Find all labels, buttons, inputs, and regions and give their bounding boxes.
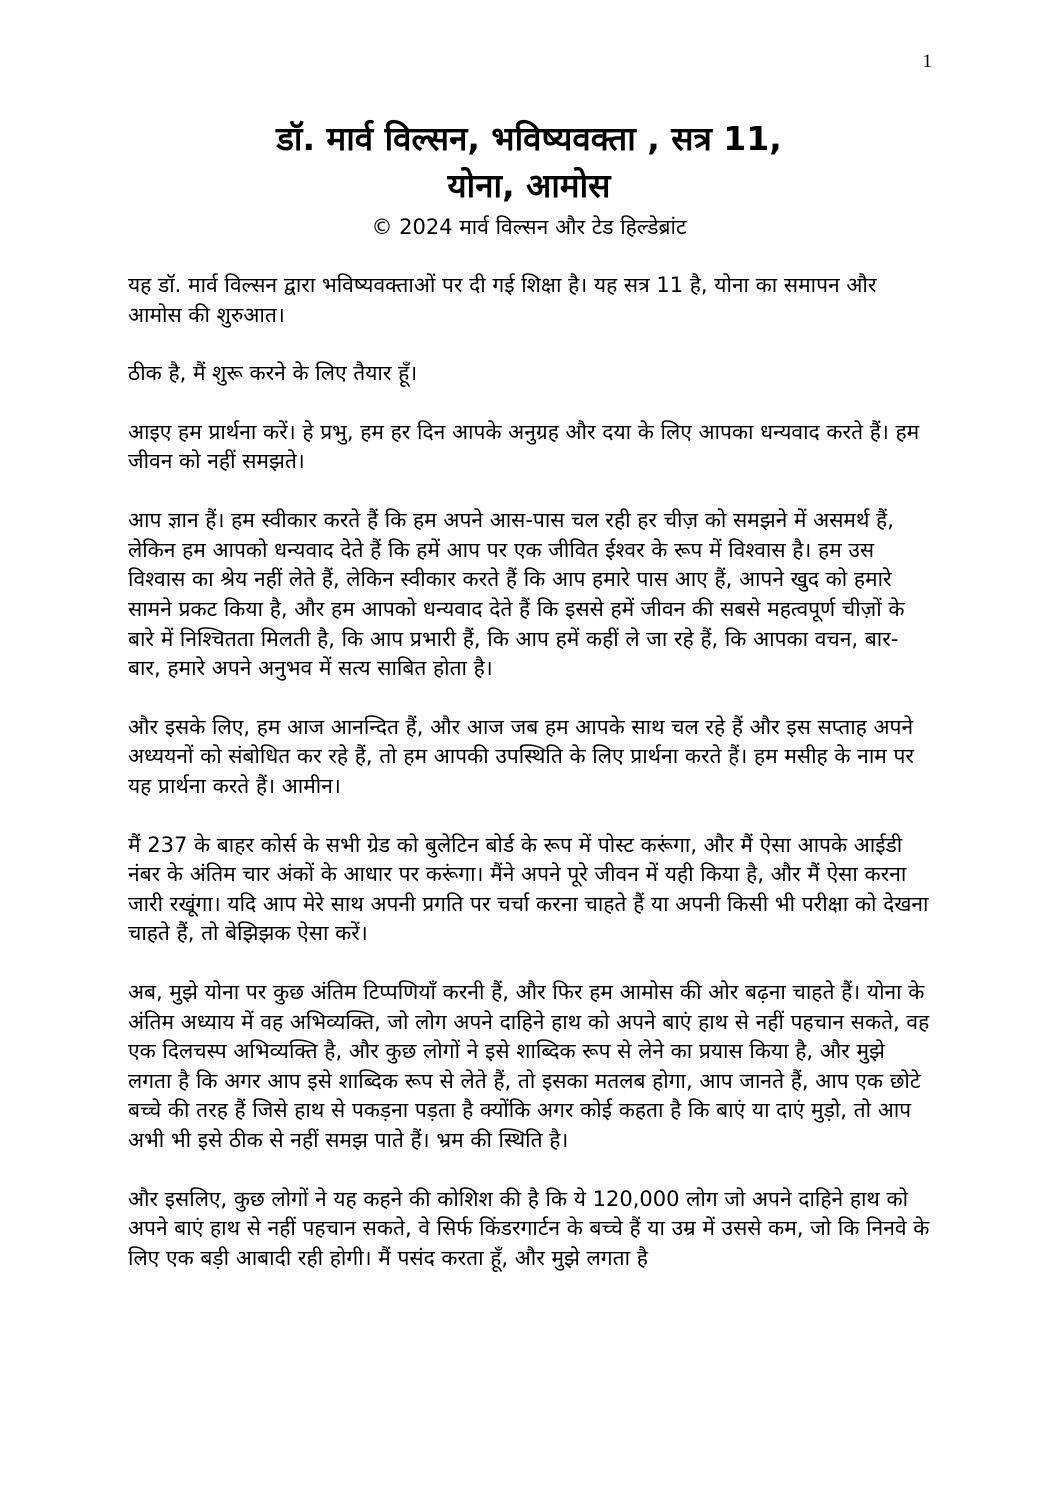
transcript-paragraph: अब, मुझे योना पर कुछ अंतिम टिप्पणियाँ करनी हैं, और फिर हम आमोस की ओर बढ़ना चाहते हैं। योना के अंतिम अध्याय में वह अभिव्यक्ति, जो लोग अपने दाहिने हाथ को अपने बाएं हाथ से नहीं पहचान सकते, वह एक दिलचस्प अभिव्यक्ति है, और कुछ लोगों ने इसे शाब्दिक रूप से लेने का प्रयास किया है, और मुझे लगता है कि अगर आप इसे शाब्दिक रूप से लेते हैं, तो इसका मतलब होगा, आप जानते हैं, आप एक छोटे बच्चे की तरह हैं जिसे हाथ से पकड़ना पड़ता है क्योंकि अगर कोई कहता है कि बाएं या दाएं मुड़ो, तो आप अभी भी इसे ठीक से नहीं समझ पाते हैं। भ्रम की स्थिति है। xyxy=(128,979,930,1153)
transcript-paragraph: मैं 237 के बाहर कोर्स के सभी ग्रेड को बुलेटिन बोर्ड के रूप में पोस्ट करूंगा, और मैं ऐसा आपके आईडी नंबर के अंतिम चार अंकों के आधार पर करूंगा। मैंने अपने पूरे जीवन में यही किया है, और मैं ऐसा करना जारी रखूंगा। यदि आप मेरे साथ अपनी प्रगति पर चर्चा करना चाहते हैं या अपनी किसी भी परीक्षा को देखना चाहते हैं, तो बेझिझक ऐसा करें। xyxy=(128,832,929,946)
transcript-paragraph: और इसके लिए, हम आज आनन्दित हैं, और आज जब हम आपके साथ चल रहे हैं और इस सप्ताह अपने अध्ययनों को संबोधित कर रहे हैं, तो हम आपकी उपस्थिति के लिए प्रार्थना करते हैं। हम मसीह के नाम पर यह प्रार्थना करते हैं। आमीन। xyxy=(128,714,915,798)
title-line-2: योना, आमोस xyxy=(447,165,611,205)
copyright-line: © 2024 मार्व विल्सन और टेड हिल्डेब्रांट xyxy=(371,214,687,239)
title-line-1: डॉ. मार्व विल्सन, भविष्यवक्ता , सत्र 11, xyxy=(276,119,782,158)
transcript-body xyxy=(0,271,1058,1273)
transcript-paragraph: और इसलिए, कुछ लोगों ने यह कहने की कोशिश की है कि ये 120,000 लोग जो अपने दाहिने हाथ को अपने बाएं हाथ से नहीं पहचान सकते, वे सिर्फ किंडरगार्टन के बच्चे हैं या उम्र में उससे कम, जो कि निनवे के लिए एक बड़ी आबादी रही होगी। मैं पसंद करता हूँ, और मुझे लगता है xyxy=(128,1186,930,1270)
document-title xyxy=(0,116,1058,241)
transcript-paragraph: आइए हम प्रार्थना करें। हे प्रभु, हम हर दिन आपके अनुग्रह और दया के लिए आपका धन्यवाद करते हैं। हम जीवन को नहीं समझते। xyxy=(128,419,920,474)
transcript-paragraph: यह डॉ. मार्व विल्सन द्वारा भविष्यवक्ताओं पर दी गई शिक्षा है। यह सत्र 11 है, योना का समापन और आमोस की शुरुआत। xyxy=(128,273,877,327)
page-number: 1 xyxy=(922,51,932,72)
transcript-paragraph: ठीक है, मैं शुरू करने के लिए तैयार हूँ। xyxy=(128,361,418,386)
transcript-paragraph: आप ज्ञान हैं। हम स्वीकार करते हैं कि हम अपने आस-पास चल रही हर चीज़ को समझने में असमर्थ हैं, लेकिन हम आपको धन्यवाद देते हैं कि हमें आप पर एक जीवित ईश्वर के रूप में विश्वास है। हम उस विश्वास का श्रेय नहीं लेते हैं, लेकिन स्वीकार करते हैं कि आप हमारे पास आए हैं, आपने खुद को हमारे सामने प्रकट किया है, और हम आपको धन्यवाद देते हैं कि इससे हमें जीवन की सबसे महत्वपूर्ण चीज़ों के बारे में निश्चितता मिलती है, कि आप प्रभारी हैं, कि आप हमें कहीं ले जा रहे हैं, कि आपका वचन, बार-बार, हमारे अपने अनुभव में सत्य साबित होता है। xyxy=(128,508,905,681)
